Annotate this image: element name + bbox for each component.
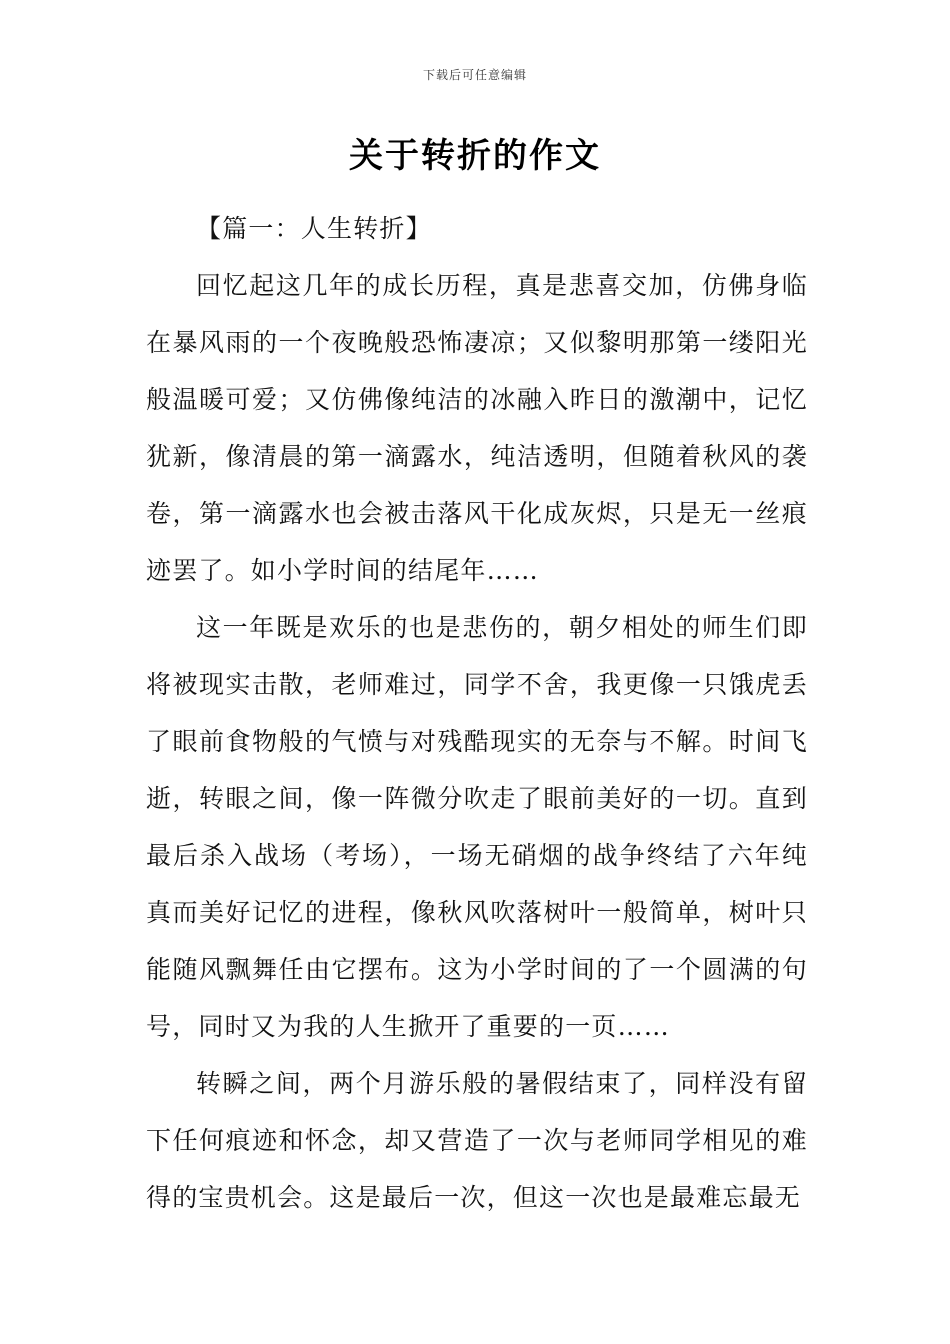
document-title: 关于转折的作文	[349, 136, 601, 176]
header-note: 下载后可任意编辑	[422, 68, 527, 82]
paragraph: 回忆起这几年的成长历程，真是悲喜交加，仿佛身临在暴风雨的一个夜晚般恐怖凄凉；又似黎明那第一缕阳光般温暖可爱；又仿佛像纯洁的冰融入昨日的激潮中，记忆犹新，像清晨的第一滴露水，纯洁透明，但随着秋风的袭卷，第一滴露水也会被击落风干化成灰烬，只是无一丝痕迹罢了。如小学时间的结尾年……	[146, 271, 808, 585]
section-heading: 【篇一：人生转折】	[196, 214, 432, 243]
paragraph: 转瞬之间，两个月游乐般的暑假结束了，同样没有留下任何痕迹和怀念，却又营造了一次与老师同学相见的难得的宝贵机会。这是最后一次，但这一次也是最难忘最无	[146, 1069, 808, 1212]
document-body	[146, 200, 808, 1226]
paragraph: 这一年既是欢乐的也是悲伤的，朝夕相处的师生们即将被现实击散，老师难过，同学不舍，我更像一只饿虎丢了眼前食物般的气愤与对残酷现实的无奈与不解。时间飞逝，转眼之间，像一阵微分吹走了眼前美好的一切。直到最后杀入战场（考场），一场无硝烟的战争终结了六年纯真而美好记忆的进程，像秋风吹落树叶一般简单，树叶只能随风飘舞任由它摆布。这为小学时间的了一个圆满的句号，同时又为我的人生掀开了重要的一页……	[146, 613, 808, 1041]
